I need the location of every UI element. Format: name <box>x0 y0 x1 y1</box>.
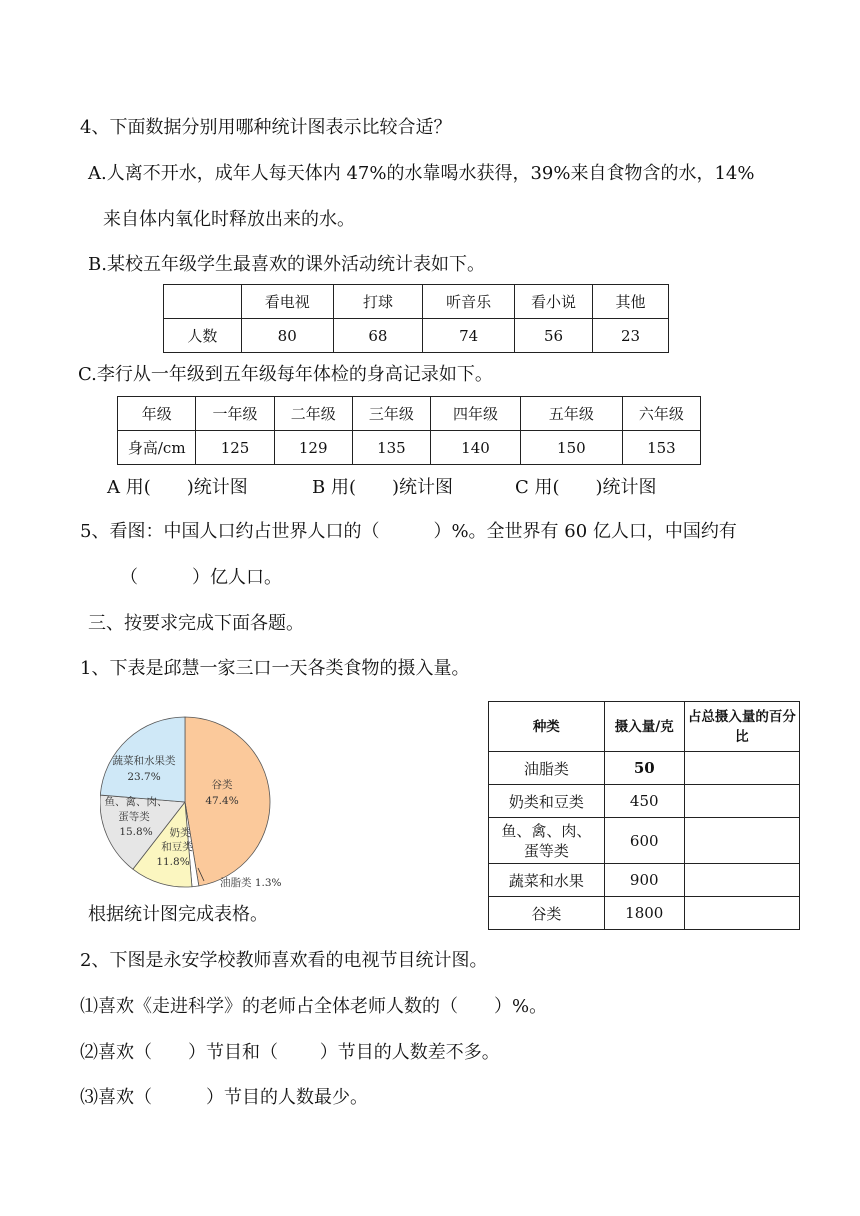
activity-header: 看小说 <box>515 285 593 319</box>
food-pie-svg <box>100 710 300 895</box>
food-row-name: 谷类 <box>489 897 605 930</box>
activity-value: 80 <box>241 319 333 353</box>
q2-title: 2、下图是永安学校教师喜欢看的电视节目统计图。 <box>80 950 488 971</box>
pie-label-veg-value: 23.7% <box>127 771 161 783</box>
height-value: 125 <box>196 431 274 465</box>
activity-value: 23 <box>592 319 668 353</box>
food-row-name: 鱼、禽、肉、蛋等类 <box>489 818 605 864</box>
activity-header: 其他 <box>592 285 668 319</box>
grade-header: 三年级 <box>352 397 430 431</box>
activity-header: 听音乐 <box>423 285 515 319</box>
food-pie-chart <box>100 710 300 895</box>
activity-value: 56 <box>515 319 593 353</box>
height-value: 153 <box>622 431 700 465</box>
pie-label-meat-name: 鱼、禽、肉、 <box>104 796 168 808</box>
grade-header: 四年级 <box>430 397 520 431</box>
pie-label-meat-value: 15.8% <box>119 826 153 838</box>
height-header-label: 年级 <box>118 397 196 431</box>
food-table <box>488 701 800 930</box>
q2-sub1: ⑴喜欢《走进科学》的老师占全体老师人数的（ ）%。 <box>80 996 548 1017</box>
activity-value: 68 <box>333 319 423 353</box>
height-table <box>117 396 701 465</box>
pie-label-grain-value: 47.4% <box>205 795 239 807</box>
q2-sub3: ⑶喜欢（ ）节目的人数最少。 <box>80 1087 368 1108</box>
activity-value: 74 <box>423 319 515 353</box>
food-row-percent-blank[interactable] <box>684 818 799 864</box>
height-value: 135 <box>352 431 430 465</box>
answer-c: C 用( )统计图 <box>515 477 657 498</box>
q2-sub2: ⑵喜欢（ ）节目和（ ）节目的人数差不多。 <box>80 1042 500 1063</box>
food-row-percent-blank[interactable] <box>684 897 799 930</box>
activity-header: 打球 <box>333 285 423 319</box>
food-row-amount: 50 <box>604 752 684 785</box>
food-col-amount: 摄入量/克 <box>604 702 684 752</box>
q4-c-intro: C.李行从一年级到五年级每年体检的身高记录如下。 <box>78 364 493 385</box>
answer-a: A 用( )统计图 <box>107 477 248 498</box>
pie-label-dairy-name: 奶类 <box>169 827 191 839</box>
height-value: 150 <box>520 431 622 465</box>
food-row-amount: 600 <box>604 818 684 864</box>
q1-title: 1、下表是邱慧一家三口一天各类食物的摄入量。 <box>80 658 470 679</box>
grade-header: 一年级 <box>196 397 274 431</box>
pie-label-oil: 油脂类 1.3% <box>220 877 282 889</box>
food-row-amount: 900 <box>604 864 684 897</box>
grade-header: 六年级 <box>622 397 700 431</box>
height-row-label: 身高/cm <box>118 431 196 465</box>
activity-header-blank <box>164 285 242 319</box>
food-row-amount: 1800 <box>604 897 684 930</box>
q4-title: 4、下面数据分别用哪种统计图表示比较合适？ <box>80 117 452 138</box>
food-col-percent: 占总摄入量的百分比 <box>684 702 799 752</box>
q4-a-line1: A.人离不开水，成年人每天体内 47%的水靠喝水获得，39%来自食物含的水，14% <box>88 163 755 184</box>
activity-header: 看电视 <box>241 285 333 319</box>
pie-label-grain-name: 谷类 <box>211 779 233 791</box>
height-value: 129 <box>274 431 352 465</box>
food-row-name: 蔬菜和水果 <box>489 864 605 897</box>
answer-b: B 用( )统计图 <box>312 477 453 498</box>
food-col-type: 种类 <box>489 702 605 752</box>
section3-title: 三、按要求完成下面各题。 <box>88 613 304 634</box>
food-row-percent-blank[interactable] <box>684 864 799 897</box>
pie-label-dairy-sub: 和豆类 <box>161 841 193 853</box>
food-row-percent-blank[interactable] <box>684 785 799 818</box>
food-row-percent-blank[interactable] <box>684 752 799 785</box>
activity-table <box>163 284 669 353</box>
food-row-name: 油脂类 <box>489 752 605 785</box>
q5-line1: 5、看图：中国人口约占世界人口的（ ）%。全世界有 60 亿人口，中国约有 <box>80 521 737 542</box>
q4-a-line2: 来自体内氧化时释放出来的水。 <box>103 209 355 230</box>
q1-caption: 根据统计图完成表格。 <box>88 904 268 925</box>
food-row-amount: 450 <box>604 785 684 818</box>
food-row-name: 奶类和豆类 <box>489 785 605 818</box>
grade-header: 二年级 <box>274 397 352 431</box>
pie-label-meat-sub: 蛋等类 <box>118 811 150 823</box>
height-value: 140 <box>430 431 520 465</box>
q5-line2: （ ）亿人口。 <box>120 567 282 588</box>
q4-b-intro: B.某校五年级学生最喜欢的课外活动统计表如下。 <box>88 254 485 275</box>
grade-header: 五年级 <box>520 397 622 431</box>
activity-row-label: 人数 <box>164 319 242 353</box>
pie-label-veg-name: 蔬菜和水果类 <box>112 755 176 767</box>
pie-label-dairy-value: 11.8% <box>156 856 190 868</box>
